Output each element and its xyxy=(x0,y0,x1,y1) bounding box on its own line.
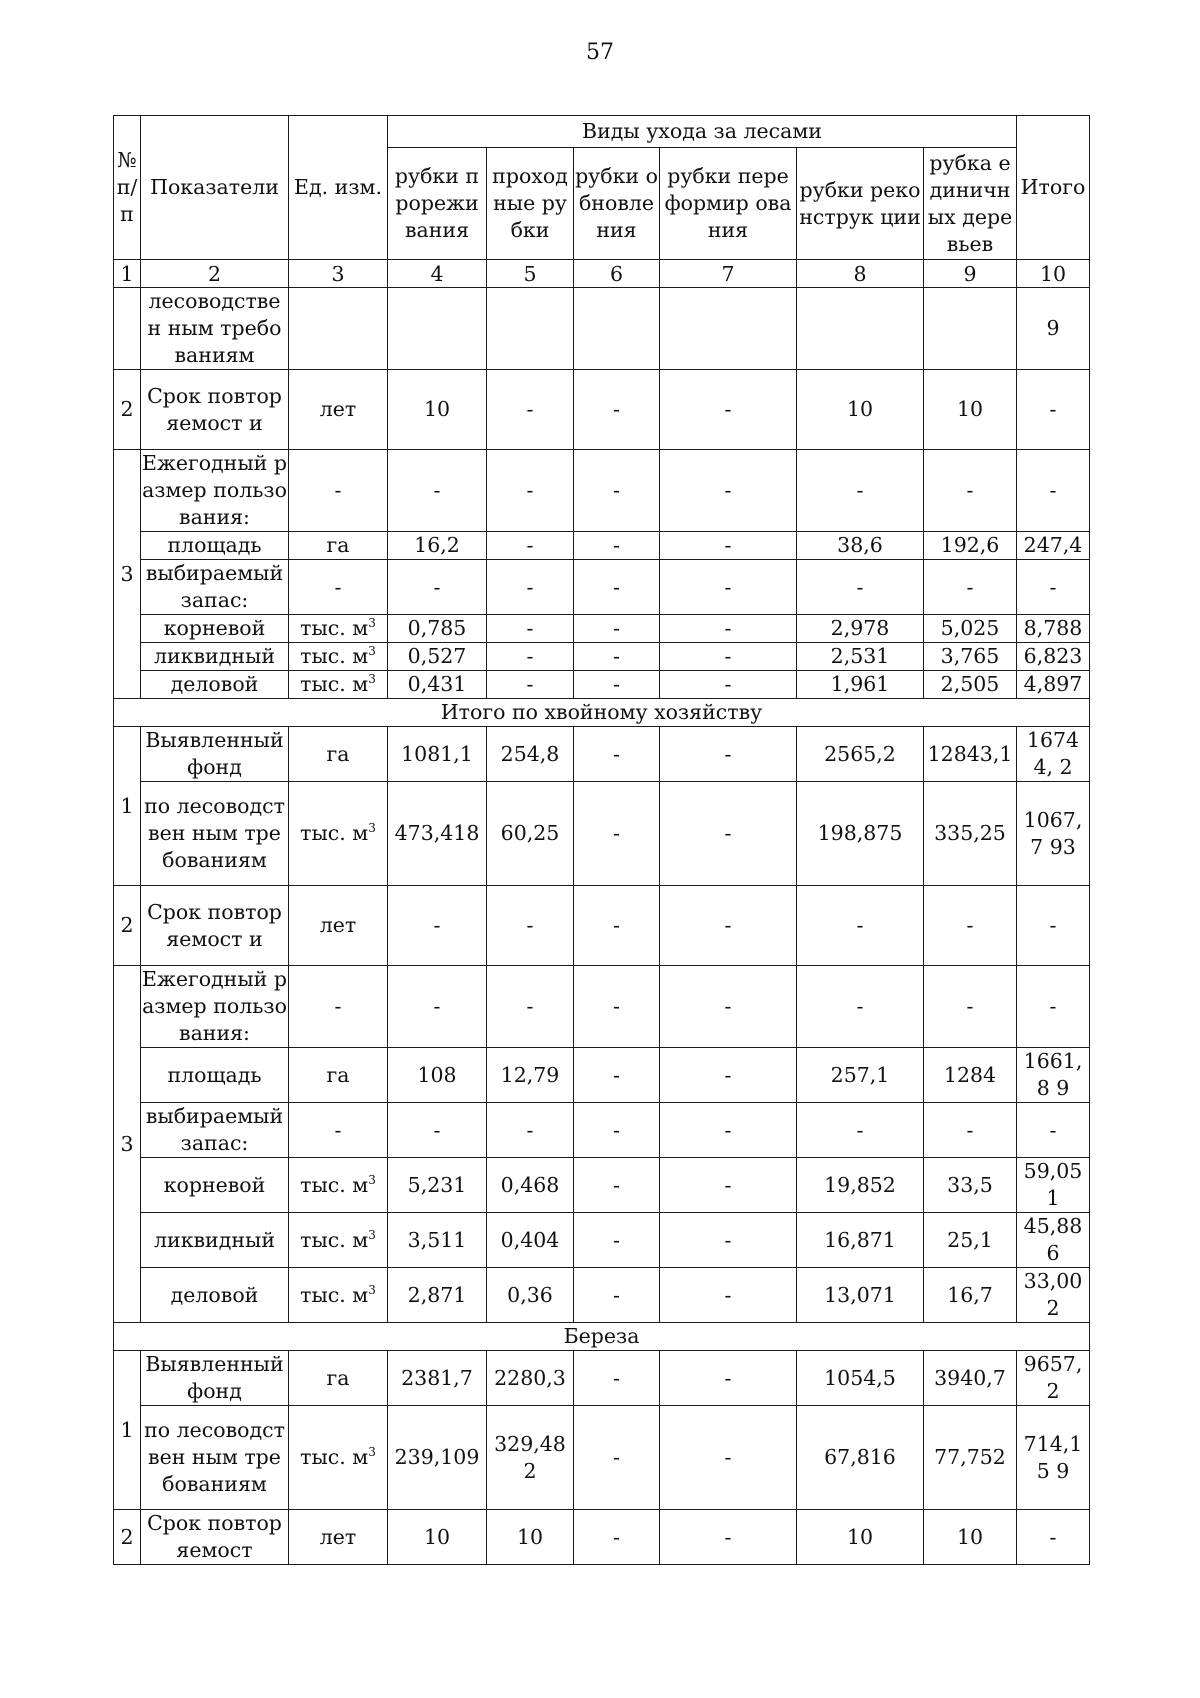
header-col-7: рубки переформир ования xyxy=(660,148,797,260)
value-cell: - xyxy=(797,560,924,615)
unit-cell xyxy=(289,782,388,886)
value-cell: 473,418 xyxy=(388,782,487,886)
value-cell xyxy=(660,288,797,370)
unit-cell xyxy=(289,560,388,615)
value-cell: 19,852 xyxy=(797,1158,924,1213)
value-cell: 335,25 xyxy=(924,782,1017,886)
total-cell: - xyxy=(1017,1510,1090,1565)
table-row xyxy=(114,1103,1090,1158)
total-cell: - xyxy=(1017,450,1090,532)
value-cell: - xyxy=(797,966,924,1048)
unit-cell xyxy=(289,288,388,370)
unit-cell xyxy=(289,615,388,643)
total-cell: 45,886 xyxy=(1017,1213,1090,1268)
value-cell: 254,8 xyxy=(487,727,574,782)
indicator-label: Срок повторяемост и xyxy=(141,886,289,966)
value-cell: - xyxy=(924,886,1017,966)
value-cell: 10 xyxy=(797,370,924,450)
table-row xyxy=(114,560,1090,615)
value-cell xyxy=(388,288,487,370)
table-row xyxy=(114,727,1090,782)
row-number xyxy=(114,288,141,370)
value-cell: 108 xyxy=(388,1048,487,1103)
total-cell: 714,15 9 xyxy=(1017,1406,1090,1510)
value-cell: 1284 xyxy=(924,1048,1017,1103)
value-cell: - xyxy=(574,1510,660,1565)
row-number: 1 xyxy=(114,727,141,886)
indicator-label: выбираемый запас: xyxy=(141,560,289,615)
indicator-label: площадь xyxy=(141,1048,289,1103)
row-number: 1 xyxy=(114,1351,141,1510)
row-number: 3 xyxy=(114,966,141,1323)
indicator-label: Ежегодный размер пользования: xyxy=(141,966,289,1048)
unit-text: га xyxy=(326,533,350,557)
value-cell: 198,875 xyxy=(797,782,924,886)
value-cell: - xyxy=(487,643,574,671)
value-cell: - xyxy=(924,450,1017,532)
value-cell: - xyxy=(574,727,660,782)
unit-text: тыс. м xyxy=(300,672,369,696)
unit-text: лет xyxy=(319,397,357,421)
section-row xyxy=(114,1323,1090,1351)
value-cell: - xyxy=(487,886,574,966)
value-cell: 12,79 xyxy=(487,1048,574,1103)
col-number: 8 xyxy=(797,260,924,288)
section-row xyxy=(114,699,1090,727)
value-cell: 2,505 xyxy=(924,671,1017,699)
total-cell: 9 xyxy=(1017,288,1090,370)
value-cell: - xyxy=(660,1158,797,1213)
table-row xyxy=(114,886,1090,966)
col-number: 10 xyxy=(1017,260,1090,288)
indicator-label: лесоводствен ным требованиям xyxy=(141,288,289,370)
value-cell: - xyxy=(660,1351,797,1406)
table-row xyxy=(114,1158,1090,1213)
indicator-label: деловой xyxy=(141,671,289,699)
value-cell: 13,071 xyxy=(797,1268,924,1323)
value-cell: 10 xyxy=(924,1510,1017,1565)
value-cell: - xyxy=(574,560,660,615)
value-cell: 5,025 xyxy=(924,615,1017,643)
value-cell: - xyxy=(660,532,797,560)
value-cell: - xyxy=(574,782,660,886)
value-cell: - xyxy=(388,1103,487,1158)
value-cell: - xyxy=(574,450,660,532)
total-cell: 247,4 xyxy=(1017,532,1090,560)
indicator-label: Выявленный фонд xyxy=(141,1351,289,1406)
value-cell: - xyxy=(660,671,797,699)
unit-cell xyxy=(289,1510,388,1565)
value-cell: - xyxy=(660,727,797,782)
indicator-label: по лесоводствен ным требованиям xyxy=(141,782,289,886)
value-cell: - xyxy=(660,1213,797,1268)
value-cell: 77,752 xyxy=(924,1406,1017,1510)
value-cell: 10 xyxy=(388,1510,487,1565)
value-cell: 38,6 xyxy=(797,532,924,560)
col-number: 7 xyxy=(660,260,797,288)
total-cell: - xyxy=(1017,966,1090,1048)
value-cell: - xyxy=(487,370,574,450)
value-cell: - xyxy=(924,1103,1017,1158)
value-cell: - xyxy=(574,1048,660,1103)
table-row xyxy=(114,966,1090,1048)
unit-cell xyxy=(289,671,388,699)
col-number: 2 xyxy=(141,260,289,288)
total-cell: 33,002 xyxy=(1017,1268,1090,1323)
unit-exponent: 3 xyxy=(368,1282,376,1297)
value-cell: - xyxy=(660,1048,797,1103)
value-cell: 329,482 xyxy=(487,1406,574,1510)
value-cell: - xyxy=(487,450,574,532)
indicator-label: Ежегодный размер пользования: xyxy=(141,450,289,532)
unit-cell xyxy=(289,727,388,782)
unit-text: тыс. м xyxy=(300,1172,369,1197)
value-cell: 3,765 xyxy=(924,643,1017,671)
value-cell: 10 xyxy=(388,370,487,450)
value-cell: - xyxy=(574,532,660,560)
total-cell: 1661,8 9 xyxy=(1017,1048,1090,1103)
value-cell: - xyxy=(574,643,660,671)
table-row xyxy=(114,671,1090,699)
value-cell: - xyxy=(487,1103,574,1158)
value-cell: - xyxy=(660,615,797,643)
value-cell: - xyxy=(660,450,797,532)
unit-text: га xyxy=(326,1365,350,1390)
value-cell: - xyxy=(388,886,487,966)
value-cell: - xyxy=(574,1213,660,1268)
unit-cell xyxy=(289,1048,388,1103)
value-cell: 60,25 xyxy=(487,782,574,886)
table-row xyxy=(114,1268,1090,1323)
value-cell: - xyxy=(574,1268,660,1323)
row-number: 2 xyxy=(114,370,141,450)
header-no: № п/п xyxy=(114,116,141,260)
unit-text: - xyxy=(334,574,342,599)
value-cell: - xyxy=(660,1103,797,1158)
value-cell: - xyxy=(660,1268,797,1323)
col-number: 9 xyxy=(924,260,1017,288)
value-cell xyxy=(487,288,574,370)
value-cell: - xyxy=(660,966,797,1048)
col-number: 6 xyxy=(574,260,660,288)
total-cell: - xyxy=(1017,370,1090,450)
unit-exponent: 3 xyxy=(368,644,376,659)
value-cell: 3940,7 xyxy=(924,1351,1017,1406)
total-cell: - xyxy=(1017,1103,1090,1158)
unit-exponent: 3 xyxy=(368,821,376,836)
total-cell: - xyxy=(1017,560,1090,615)
value-cell: - xyxy=(574,1406,660,1510)
value-cell: 2565,2 xyxy=(797,727,924,782)
unit-cell xyxy=(289,1158,388,1213)
value-cell: - xyxy=(487,560,574,615)
unit-text: тыс. м xyxy=(300,616,369,640)
value-cell: - xyxy=(487,532,574,560)
indicator-label: Срок повторяемост xyxy=(141,1510,289,1565)
value-cell: - xyxy=(388,560,487,615)
value-cell: - xyxy=(574,1351,660,1406)
value-cell xyxy=(924,288,1017,370)
value-cell: - xyxy=(660,1406,797,1510)
table-row xyxy=(114,1048,1090,1103)
unit-text: га xyxy=(326,741,350,766)
unit-cell xyxy=(289,1213,388,1268)
unit-exponent: 3 xyxy=(368,1227,376,1242)
value-cell: 33,5 xyxy=(924,1158,1017,1213)
table-row xyxy=(114,782,1090,886)
header-indicator: Показатели xyxy=(141,116,289,260)
value-cell: - xyxy=(797,1103,924,1158)
total-cell: 59,051 xyxy=(1017,1158,1090,1213)
indicator-label: корневой xyxy=(141,615,289,643)
value-cell: 5,231 xyxy=(388,1158,487,1213)
value-cell: - xyxy=(487,966,574,1048)
section-title: Береза xyxy=(114,1323,1090,1351)
value-cell: - xyxy=(487,671,574,699)
table-row xyxy=(114,1406,1090,1510)
value-cell: 2280,3 xyxy=(487,1351,574,1406)
unit-text: лет xyxy=(319,1524,357,1549)
total-cell: 8,788 xyxy=(1017,615,1090,643)
col-number: 3 xyxy=(289,260,388,288)
section-title: Итого по хвойному хозяйству xyxy=(114,699,1090,727)
indicator-label: корневой xyxy=(141,1158,289,1213)
table-row xyxy=(114,288,1090,370)
value-cell: - xyxy=(660,886,797,966)
value-cell: 2,978 xyxy=(797,615,924,643)
total-cell: 9657,2 xyxy=(1017,1351,1090,1406)
unit-text: - xyxy=(334,1117,342,1142)
page-number: 57 xyxy=(586,40,614,65)
value-cell: 2,871 xyxy=(388,1268,487,1323)
unit-cell xyxy=(289,643,388,671)
value-cell: - xyxy=(388,966,487,1048)
value-cell: 257,1 xyxy=(797,1048,924,1103)
indicator-label: по лесоводствен ным требованиям xyxy=(141,1406,289,1510)
value-cell: 1054,5 xyxy=(797,1351,924,1406)
value-cell: 1,961 xyxy=(797,671,924,699)
unit-exponent: 3 xyxy=(368,672,376,687)
unit-text: лет xyxy=(319,913,357,937)
table-row xyxy=(114,370,1090,450)
table-row xyxy=(114,1510,1090,1565)
value-cell: - xyxy=(487,615,574,643)
value-cell: 2381,7 xyxy=(388,1351,487,1406)
header-unit: Ед. изм. xyxy=(289,116,388,260)
value-cell: 3,511 xyxy=(388,1213,487,1268)
table-row xyxy=(114,450,1090,532)
value-cell: - xyxy=(797,450,924,532)
value-cell xyxy=(797,288,924,370)
value-cell: 0,527 xyxy=(388,643,487,671)
unit-text: тыс. м xyxy=(300,1445,369,1469)
unit-text: тыс. м xyxy=(300,1282,369,1307)
value-cell: - xyxy=(388,450,487,532)
value-cell: 1081,1 xyxy=(388,727,487,782)
unit-text: тыс. м xyxy=(300,644,369,668)
col-number: 4 xyxy=(388,260,487,288)
total-cell: - xyxy=(1017,886,1090,966)
table-row xyxy=(114,1213,1090,1268)
header-col-6: рубки обновле ния xyxy=(574,148,660,260)
value-cell: - xyxy=(574,886,660,966)
row-number: 2 xyxy=(114,1510,141,1565)
row-number: 3 xyxy=(114,450,141,699)
value-cell: 16,2 xyxy=(388,532,487,560)
header-col-9: рубка единичн ых деревьев xyxy=(924,148,1017,260)
value-cell: - xyxy=(660,782,797,886)
value-cell: - xyxy=(660,1510,797,1565)
unit-cell xyxy=(289,1406,388,1510)
indicator-label: ликвидный xyxy=(141,643,289,671)
value-cell: 12843,1 xyxy=(924,727,1017,782)
unit-cell xyxy=(289,1103,388,1158)
header-col-5: проход ные рубки xyxy=(487,148,574,260)
table-row xyxy=(114,1351,1090,1406)
value-cell: 16,871 xyxy=(797,1213,924,1268)
total-cell: 16744, 2 xyxy=(1017,727,1090,782)
unit-text: - xyxy=(334,478,342,502)
value-cell: - xyxy=(574,966,660,1048)
value-cell: - xyxy=(660,643,797,671)
value-cell: 10 xyxy=(797,1510,924,1565)
header-total: Итого xyxy=(1017,116,1090,260)
value-cell: - xyxy=(924,560,1017,615)
value-cell: - xyxy=(574,1103,660,1158)
value-cell xyxy=(574,288,660,370)
forest-care-table xyxy=(113,115,1090,1565)
indicator-label: ликвидный xyxy=(141,1213,289,1268)
value-cell: 10 xyxy=(924,370,1017,450)
value-cell: - xyxy=(924,966,1017,1048)
unit-cell xyxy=(289,532,388,560)
value-cell: 0,468 xyxy=(487,1158,574,1213)
row-number: 2 xyxy=(114,886,141,966)
unit-cell xyxy=(289,450,388,532)
value-cell: 0,785 xyxy=(388,615,487,643)
value-cell: 192,6 xyxy=(924,532,1017,560)
total-cell: 4,897 xyxy=(1017,671,1090,699)
unit-text: га xyxy=(326,1062,350,1087)
unit-text: - xyxy=(334,994,342,1018)
unit-cell xyxy=(289,886,388,966)
unit-cell xyxy=(289,1351,388,1406)
value-cell: 25,1 xyxy=(924,1213,1017,1268)
total-cell: 6,823 xyxy=(1017,643,1090,671)
table-row xyxy=(114,643,1090,671)
value-cell: - xyxy=(574,615,660,643)
value-cell: 0,36 xyxy=(487,1268,574,1323)
table-row xyxy=(114,615,1090,643)
value-cell: 239,109 xyxy=(388,1406,487,1510)
value-cell: 2,531 xyxy=(797,643,924,671)
total-cell: 1067,7 93 xyxy=(1017,782,1090,886)
unit-exponent: 3 xyxy=(368,616,376,631)
header-col-8: рубки реконструк ции xyxy=(797,148,924,260)
indicator-label: Выявленный фонд xyxy=(141,727,289,782)
value-cell: - xyxy=(660,370,797,450)
table-row xyxy=(114,532,1090,560)
value-cell: 10 xyxy=(487,1510,574,1565)
value-cell: 16,7 xyxy=(924,1268,1017,1323)
unit-text: тыс. м xyxy=(300,821,369,845)
value-cell: - xyxy=(574,370,660,450)
indicator-label: Срок повторяемост и xyxy=(141,370,289,450)
value-cell: 0,404 xyxy=(487,1213,574,1268)
value-cell: - xyxy=(574,1158,660,1213)
value-cell: - xyxy=(574,671,660,699)
unit-cell xyxy=(289,370,388,450)
header-col-4: рубки прорежи вания xyxy=(388,148,487,260)
header-group-title: Виды ухода за лесами xyxy=(388,116,1017,148)
col-number: 1 xyxy=(114,260,141,288)
unit-exponent: 3 xyxy=(368,1445,376,1460)
indicator-label: выбираемый запас: xyxy=(141,1103,289,1158)
unit-cell xyxy=(289,1268,388,1323)
value-cell: - xyxy=(660,560,797,615)
unit-text: тыс. м xyxy=(300,1227,369,1252)
unit-cell xyxy=(289,966,388,1048)
indicator-label: площадь xyxy=(141,532,289,560)
col-number: 5 xyxy=(487,260,574,288)
value-cell: - xyxy=(797,886,924,966)
unit-exponent: 3 xyxy=(368,1172,376,1187)
value-cell: 67,816 xyxy=(797,1406,924,1510)
indicator-label: деловой xyxy=(141,1268,289,1323)
value-cell: 0,431 xyxy=(388,671,487,699)
